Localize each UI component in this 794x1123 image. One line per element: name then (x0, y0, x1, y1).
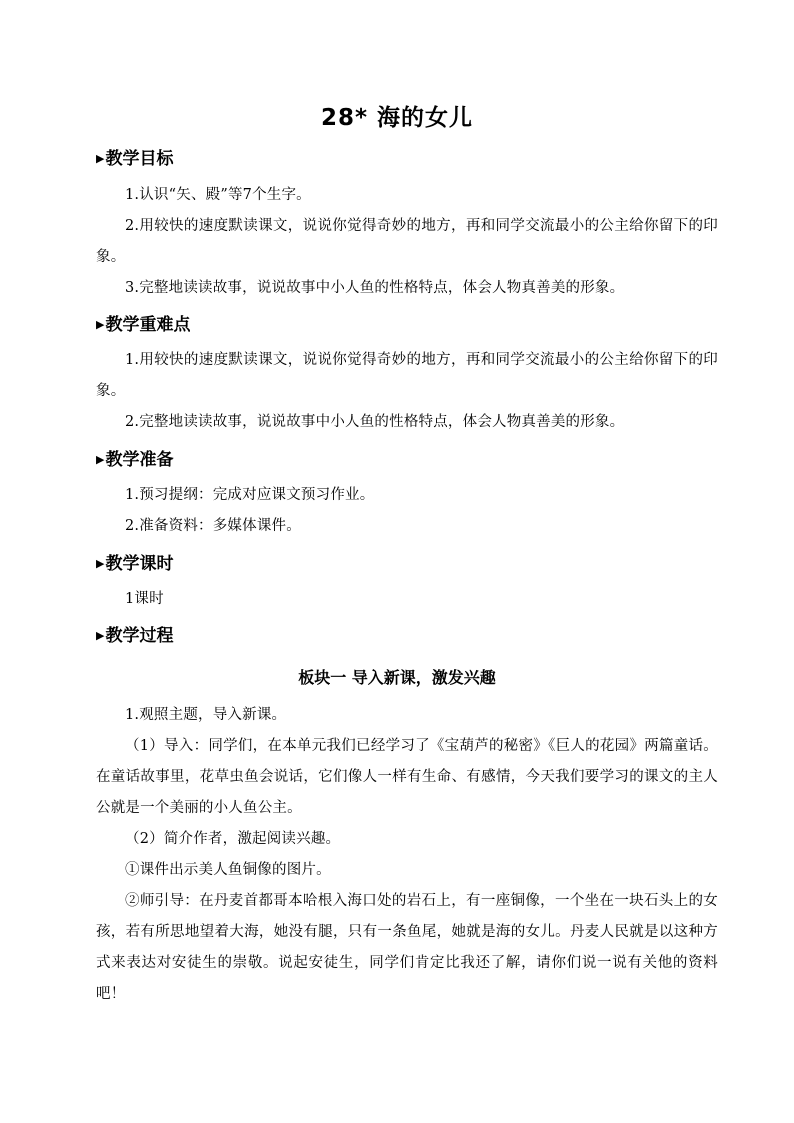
section-heading-goals (96, 146, 173, 172)
preparation-item-1: 1.预习提纲：完成对应课文预习作业。 (125, 487, 375, 503)
goal-item-3: 3.完整地读读故事，说说故事中小人鱼的性格特点，体会人物真善美的形象。 (125, 280, 625, 296)
process-item-3: （2）简介作者，激起阅读兴趣。 (125, 831, 341, 847)
goal-item-2: 2.用较快的速度默读课文，说说你觉得奇妙的地方，再和同学交流最小的公主给你留下的印象。 (96, 218, 718, 265)
key-point-item-1: 1.用较快的速度默读课文，说说你觉得奇妙的地方，再和同学交流最小的公主给你留下的印象。 (96, 352, 718, 399)
section-heading-label: 教学课时 (105, 554, 174, 574)
triangle-marker-icon: ▶ (96, 453, 105, 466)
page-title: 28* 海的女儿 (320, 105, 474, 131)
hours-item-1: 1课时 (125, 591, 164, 607)
section-heading-label: 教学准备 (105, 450, 174, 470)
process-item-1: 1.观照主题，导入新课。 (125, 707, 287, 723)
process-item-2: （1）导入：同学们，在本单元我们已经学习了《宝葫芦的秘密》《巨人的花园》两篇童话。在童话故事里，花草虫鱼会说话，它们像人一样有生命、有感情，今天我们要学习的课文的主人公就是一个美丽的小人鱼公主。 (96, 738, 718, 816)
section-heading-label: 教学目标 (105, 149, 174, 169)
triangle-marker-icon: ▶ (96, 557, 105, 570)
preparation-item-2: 2.准备资料：多媒体课件。 (125, 518, 301, 534)
section-heading-preparation (96, 447, 173, 473)
section-heading-process (96, 623, 173, 649)
section-heading-label: 教学重难点 (105, 315, 191, 335)
process-item-5: ②师引导：在丹麦首都哥本哈根入海口处的岩石上，有一座铜像，一个坐在一块石头上的女孩，若有所思地望着大海，她没有腿，只有一条鱼尾，她就是海的女儿。丹麦人民就是以这种方式来表达对安徒生的崇敬。说起安徒生，同学们肯定比我还了解，请你们说一说有关他的资料吧！ (96, 893, 718, 1002)
process-item-4: ①课件出示美人鱼铜像的图片。 (125, 862, 331, 878)
block-title: 板块一 导入新课，激发兴趣 (298, 668, 496, 687)
goal-item-1: 1.认识“矢、殿”等7个生字。 (125, 187, 311, 203)
section-heading-hours (96, 551, 173, 577)
section-heading-key-points (96, 312, 190, 338)
triangle-marker-icon: ▶ (96, 629, 105, 642)
triangle-marker-icon: ▶ (96, 152, 105, 165)
key-point-item-2: 2.完整地读读故事，说说故事中小人鱼的性格特点，体会人物真善美的形象。 (125, 414, 625, 430)
triangle-marker-icon: ▶ (96, 318, 105, 331)
section-heading-label: 教学过程 (105, 626, 174, 646)
